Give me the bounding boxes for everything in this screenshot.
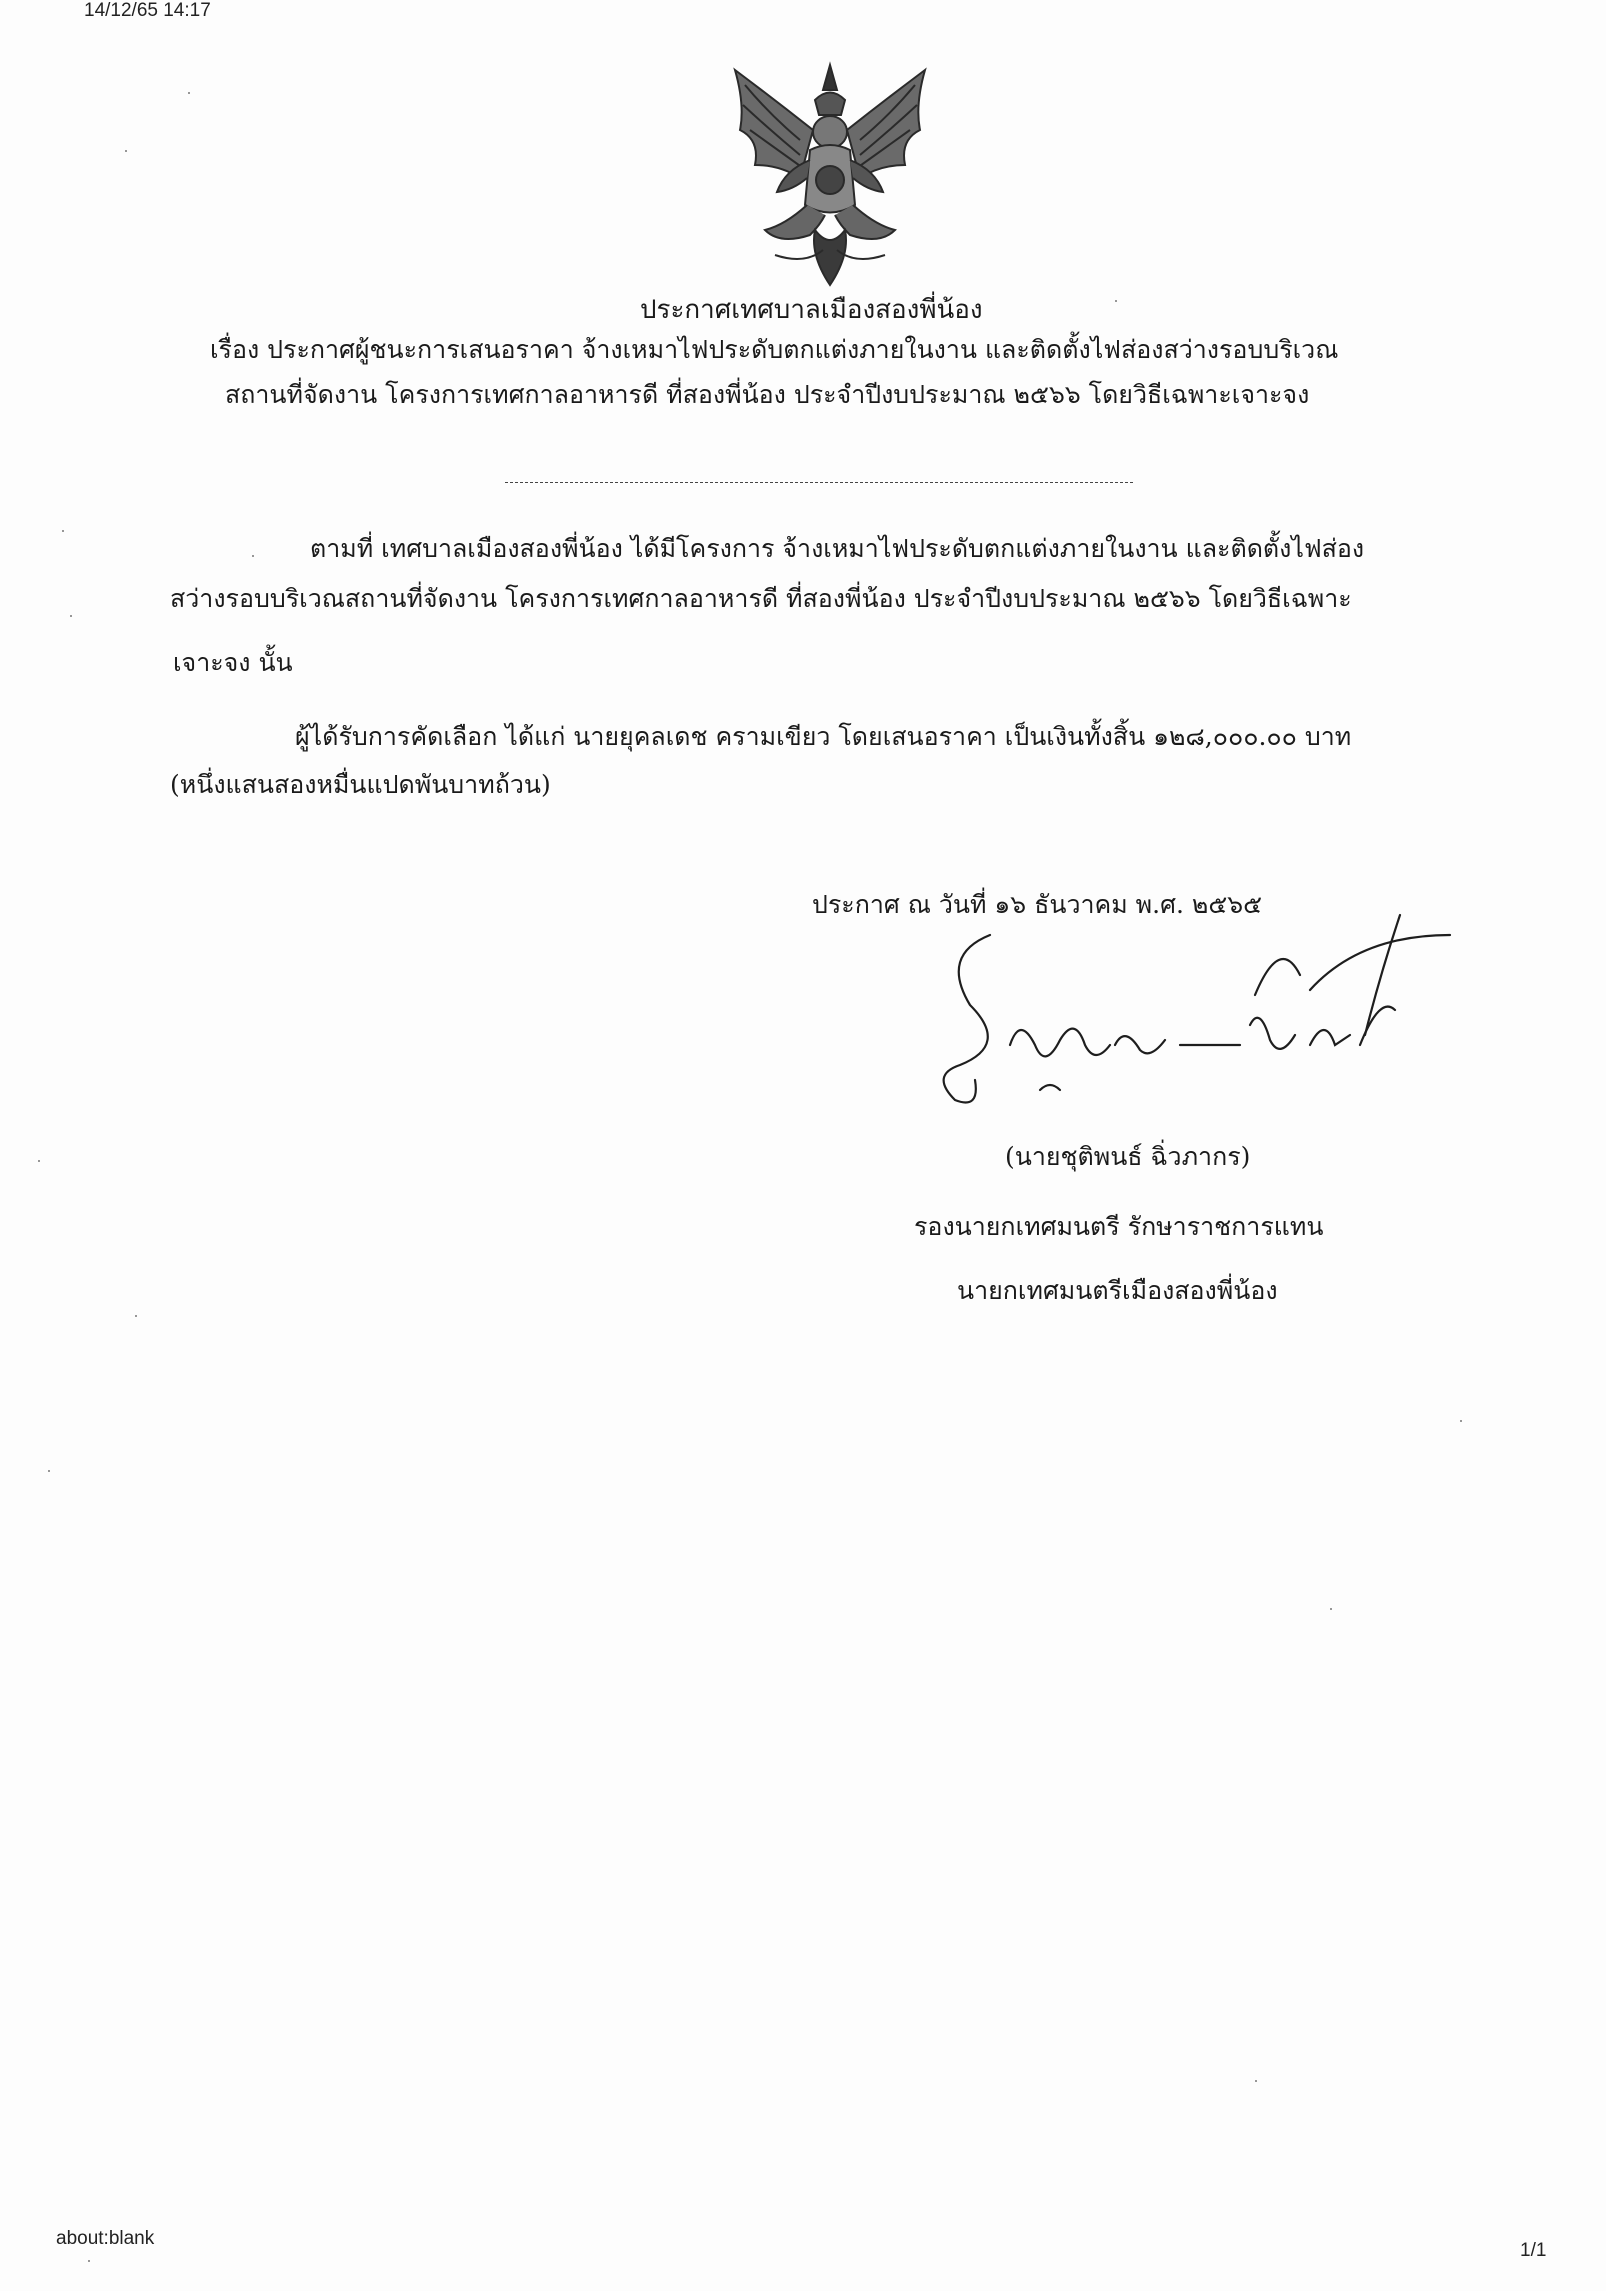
body-line-1: ตามที่ เทศบาลเมืองสองพี่น้อง ได้มีโครงการ จ้างเหมาไฟประดับตกแต่งภายในงาน และติดตั้งไฟส่อง [310,534,1365,563]
signer-title-line-2: นายกเทศมนตรีเมืองสองพี่น้อง [957,1276,1278,1305]
scan-speck [135,1315,137,1317]
body-line-5: (หนึ่งแสนสองหมื่นแปดพันบาทถ้วน) [170,770,551,799]
scan-speck [1330,1608,1332,1610]
announcement-date: ประกาศ ณ วันที่ ๑๖ ธันวาคม พ.ศ. ๒๕๖๕ [812,890,1263,919]
garuda-emblem-icon [715,60,945,295]
scan-speck [1460,1420,1462,1422]
scan-speck [188,92,190,94]
print-footer-page-number: 1/1 [1520,2240,1547,2261]
scan-speck [88,2260,90,2262]
scan-speck [125,150,127,152]
body-line-3: เจาะจง นั้น [173,648,293,677]
body-line-4: ผู้ได้รับการคัดเลือก ได้แก่ นายยุคลเดช ครามเขียว โดยเสนอราคา เป็นเงินทั้งสิ้น ๑๒๘,๐๐๐.๐๐ บาท [295,722,1352,751]
print-footer-url: about:blank [56,2228,155,2249]
announcement-title: ประกาศเทศบาลเมืองสองพี่น้อง [640,295,983,325]
scan-speck [48,1470,50,1472]
scan-speck [70,615,72,617]
separator-line [505,482,1133,483]
scan-speck [62,530,64,532]
scan-speck [1255,2080,1257,2082]
scan-speck [252,555,254,557]
body-line-2: สว่างรอบบริเวณสถานที่จัดงาน โครงการเทศกาลอาหารดี ที่สองพี่น้อง ประจำปีงบประมาณ ๒๕๖๖ โดยวิธีเฉพาะ [170,584,1352,613]
subject-line-2: สถานที่จัดงาน โครงการเทศกาลอาหารดี ที่สองพี่น้อง ประจำปีงบประมาณ ๒๕๖๖ โดยวิธีเฉพาะเจาะจง [225,380,1310,409]
signer-name: (นายชุติพนธ์ ฉิ่วภากร) [1005,1142,1251,1171]
scan-speck [1115,300,1117,302]
scan-speck [38,1160,40,1162]
signer-title-line-1: รองนายกเทศมนตรี รักษาราชการแทน [914,1212,1324,1241]
print-header-datetime: 14/12/65 14:17 [84,0,211,21]
handwritten-signature [860,895,1460,1125]
subject-line-1: เรื่อง ประกาศผู้ชนะการเสนอราคา จ้างเหมาไฟประดับตกแต่งภายในงาน และติดตั้งไฟส่องสว่างรอบบริเวณ [210,335,1339,364]
